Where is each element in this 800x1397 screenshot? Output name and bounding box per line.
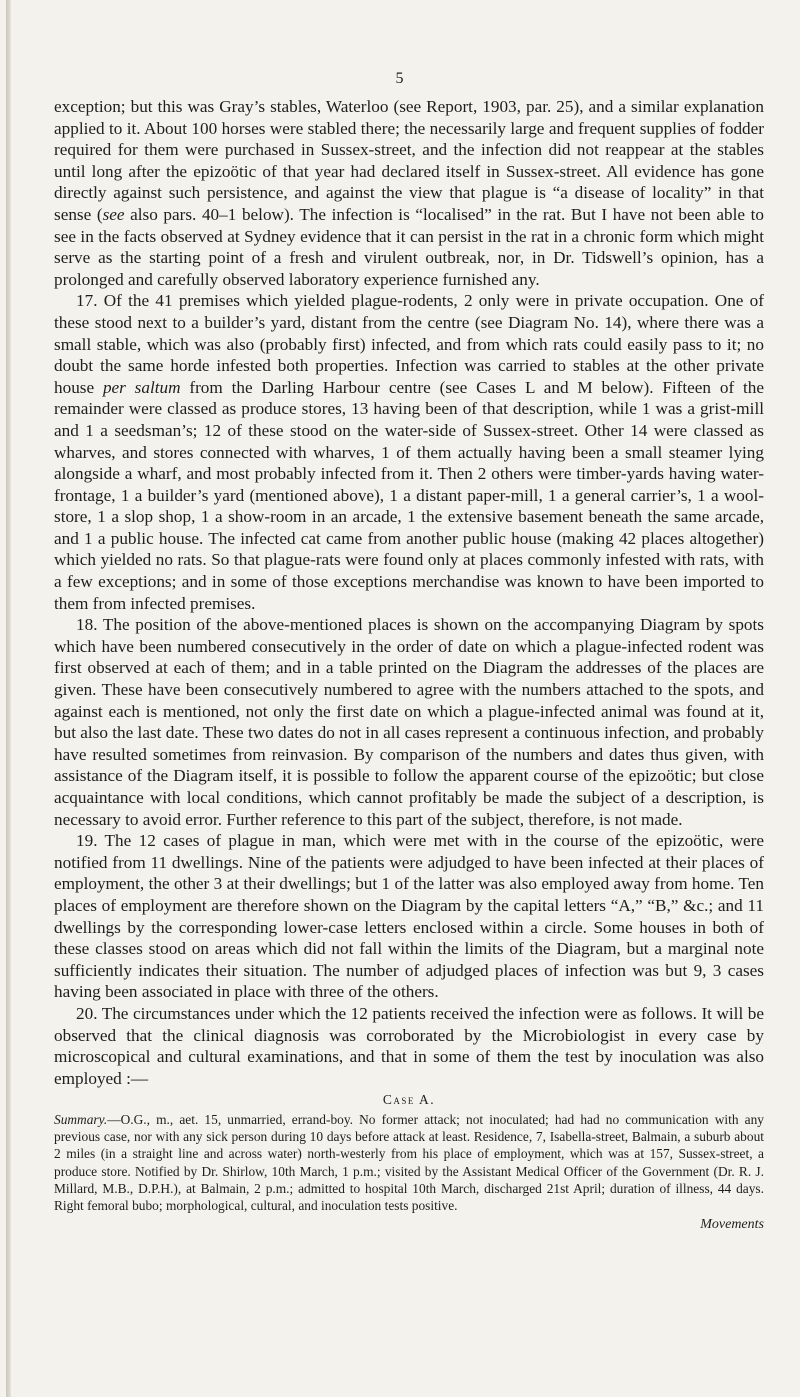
text-run: from the Darling Harbour centre (see Cases L and M below). Fifteen of the remainder were classed as produce stores, 13 having been of that description, while 1 was a grist-mill and 1 a seedsman’s; 12 of these stood on the water-side of Sussex-street. Other 14 were classed as wharves, and stores connected with wharves, 1 of them actually having been a small steamer lying alongside a wharf, and most probably infected from it. Then 2 others were timber-yards having water-frontage, 1 a builder’s yard (mentioned above), 1 a distant paper-mill, 1 a general carrier’s, 1 a wool-store, 1 a slop shop, 1 a show-room in an arcade, 1 the extensive basement beneath the same arcade, and 1 a public house. The infected cat came from another public house (making 42 places altogether) which yielded no rats. So that plague-rats were found only at places commonly infested with rats, with a few exceptions; and in some of those exceptions merchandise was known to have been imported to them from infected premises.: [54, 377, 764, 613]
case-summary: [54, 1111, 764, 1214]
text-run: 20. The circumstances under which the 12 patients received the infection were as follows. It will be observed that the clinical diagnosis was corroborated by the Microbiologist in every case by microscopical and cultural examinations, and that in some of them the test by inoculation was also employed :—: [54, 1003, 764, 1088]
text-run: 18. The position of the above-mentioned places is shown on the accompanying Diagram by spots which have been numbered consecutively in the order of date on which a plague-infected rodent was first observed at each of them; and in a table printed on the Diagram the addresses of the places are given. These have been consecutively numbered to agree with the numbers attached to the spots, and against each is mentioned, not only the first date on which a plague-infected animal was found at it, but also the last date. These two dates do not in all cases represent a continuous infection, and probably have resulted sometimes from reinvasion. By comparison of the numbers and dates thus given, with assistance of the Diagram itself, it is possible to follow the apparent course of the epizoötic; but close acquaintance with local conditions, which cannot profitably be made the subject of a description, is necessary to avoid error. Further reference to this part of the subject, therefore, is not made.: [54, 615, 764, 829]
text-run: 19. The 12 cases of plague in man, which were met with in the course of the epizoötic, were notified from 11 dwellings. Nine of the patients were adjudged to have been infected at their places of employment, the other 3 at their dwellings; but 1 of the latter was also employed away from home. Ten places of employment are therefore shown on the Diagram by the capital letters “A,” “B,” &c.; and 11 dwellings by the corresponding lower-case letters enclosed within a circle. Some houses in both of these classes stood on areas which did not fall within the limits of the Diagram, but a marginal note sufficiently indicates their situation. The number of adjudged places of infection was but 9, 3 cases having been associated in place with three of the others.: [54, 831, 764, 1002]
summary-label: Summary.: [54, 1111, 108, 1127]
italic-per-saltum: per saltum: [102, 377, 181, 397]
paragraph-20: [54, 1003, 764, 1089]
text-run: also pars. 40–1 below). The infection is “localised” in the rat. But I have not been able to see in the facts observed at Sydney evidence that it can persist in the rat in a chronic form which might serve as the starting point of a fresh and virulent outbreak, nor, in Dr. Tidswell’s opinion, has a prolonged and carefully observed laboratory experience furnished any.: [54, 204, 764, 289]
page-binding-edge: [6, 0, 11, 1397]
paragraph-19: [54, 830, 764, 1003]
paragraph-17: [54, 290, 764, 614]
italic-see: see: [102, 204, 125, 224]
paragraph-continuation: [54, 96, 764, 290]
catchword: Movements: [700, 1217, 764, 1233]
text-run: 17. Of the 41 premises which yielded plague-rodents, 2 only were in private occupation. One of these stood next to a builder’s yard, distant from the centre (see Diagram No. 14), where there was a small stable, which was also (probably first) infected, and from which rats could easily pass to it; no doubt the same horde infested both properties. Infection was carried to stables at the other private house: [54, 291, 764, 397]
page-body: [54, 96, 764, 1236]
case-heading: Case A.: [382, 1092, 436, 1108]
page-number: 5: [395, 70, 405, 87]
paragraph-18: [54, 614, 764, 830]
text-run: exception; but this was Gray’s stables, Waterloo (see Report, 1903, par. 25), and a similar explanation applied to it. About 100 horses were stabled there; the necessarily large and frequent supplies of fodder required for them were purchased in Sussex-street, and the infection did not reappear at the stables until long after the epizoötic of that year had declared itself in Sussex-street. All evidence has gone directly against such persistence, and against the view that plague is “a disease of locality” in that sense (: [54, 97, 764, 224]
summary-text: —O.G., m., aet. 15, unmarried, errand-boy. No former attack; not inoculated; had had no communication with any previous case, nor with any sick person during 10 days before attack at least. Residence, 7, Isabella-street, Balmain, a suburb about 2 miles (in a straight line and across water) north-westerly from his place of employment, which was at 157, Sussex-street, a produce store. Notified by Dr. Shirlow, 10th March, 1 p.m.; visited by the Assistant Medical Officer of the Government (Dr. R. J. Millard, M.B., D.P.H.), at Balmain, 2 p.m.; admitted to hospital 10th March, discharged 21st April; duration of illness, 44 days. Right femoral bubo; morphological, cultural, and inoculation tests positive.: [54, 1111, 764, 1213]
